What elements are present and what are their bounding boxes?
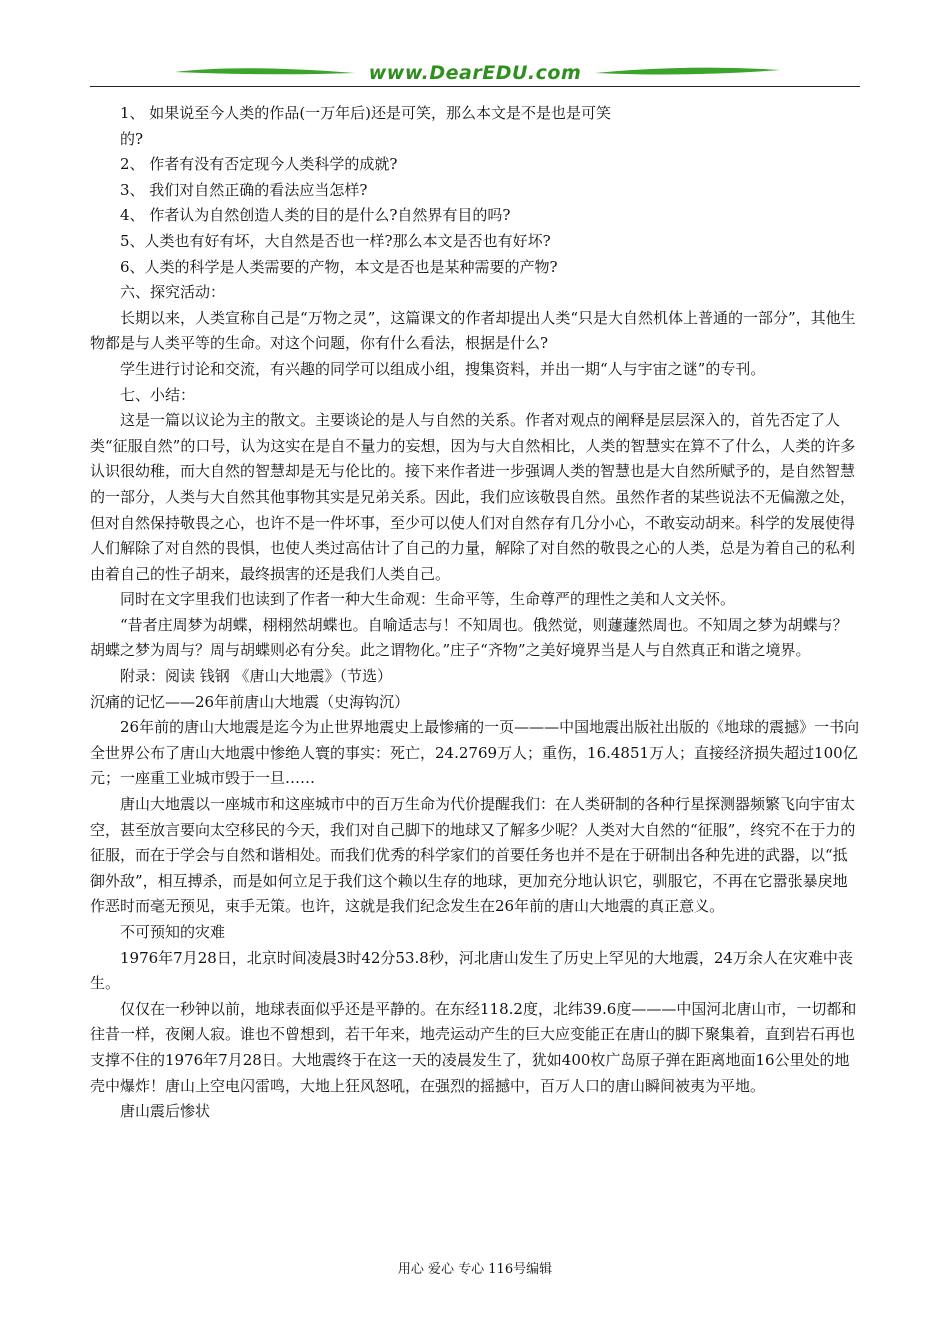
appendix-subtitle: 沉痛的记忆——26年前唐山大地震（史海钩沉） [90, 692, 410, 711]
question-4: 4、 作者认为自然创造人类的目的是什么?自然界有目的吗? [120, 206, 511, 225]
page-footer: 用心 爱心 专心 116号编辑 [397, 1262, 553, 1277]
appendix-paragraph-1: 26年前的唐山大地震是迄今为止世界地震史上最惨痛的一页———中国地震出版社出版的《地球的震撼》一书向全世界公布了唐山大地震中惨绝人寰的事实：死亡，24.2769万人；重伤，16.4851万人；直接经济损失超过100亿元；一座重工业城市毁于一旦…… [90, 718, 860, 788]
appendix-paragraph-2: 唐山大地震以一座城市和这座城市中的百万生命为代价提醒我们：在人类研制的各种行星探测器频繁飞向宇宙太空，甚至放言要向太空移民的今天，我们对自己脚下的地球又了解多少呢？人类对大自然的“征服”，终究不在于力的征服，而在于学会与自然和谐相处。而我们优秀的科学家们的首要任务也并不是在于研制出各种先进的武器，以“抵御外敌”，相互搏杀，而是如何立足于我们这个赖以生存的地球，更加充分地认识它，驯服它，不再在它嚣张暴戾地作恶时而毫无预见，束手无策。也许，这就是我们纪念发生在26年前的唐山大地震的真正意义。 [90, 795, 856, 916]
section-7-paragraph-3: “昔者庄周梦为胡蝶，栩栩然胡蝶也。自喻适志与！不知周也。俄然觉，则蘧蘧然周也。不知周之梦为胡蝶与？胡蝶之梦为周与？周与胡蝶则必有分矣。此之谓物化。”庄子“齐物”之美好境界当是人与自然真正和谐之境界。 [90, 615, 848, 660]
section-6-paragraph-1: 长期以来，人类宣称自己是“万物之灵”，这篇课文的作者却提出人类“只是大自然机体上普通的一部分”，其他生物都是与人类平等的生命。对这个问题，你有什么看法，根据是什么? [90, 308, 856, 353]
question-5: 5、人类也有好有坏，大自然是否也一样?那么本文是否也有好坏? [120, 231, 551, 250]
section-6-paragraph-2: 学生进行讨论和交流，有兴趣的同学可以组成小组，搜集资料，并出一期“人与宇宙之谜”的专刊。 [120, 359, 766, 378]
question-3: 3、 我们对自然正确的看法应当怎样? [120, 180, 368, 199]
question-1-continued: 的? [120, 129, 144, 148]
section-7-paragraph-2: 同时在文字里我们也读到了作者一种大生命观：生命平等，生命尊严的理性之美和人文关怀。 [120, 590, 736, 609]
section-7-heading: 七、小结： [120, 385, 196, 404]
question-1: 1、 如果说至今人类的作品(一万年后)还是可笑，那么本文是不是也是可笑 [120, 104, 612, 122]
appendix-heading-3: 唐山震后惨状 [120, 1102, 211, 1121]
appendix-paragraph-3: 1976年7月28日，北京时间凌晨3时42分53.8秒，河北唐山发生了历史上罕见的大地震，24万余人在灾难中丧生。 [90, 948, 853, 993]
header-rule [90, 86, 860, 87]
appendix-title: 附录：阅读 钱钢 《唐山大地震》（节选） [120, 667, 393, 686]
appendix-heading-2: 不可预知的灾难 [120, 923, 226, 941]
section-7-paragraph-1: 这是一篇以议论为主的散文。主要谈论的是人与自然的关系。作者对观点的阐释是层层深入的，首先否定了人类“征服自然”的口号，认为这实在是自不量力的妄想，因为与大自然相比，人类的智慧实在算不了什么，人类的许多认识很幼稚，而大自然的智慧却是无与伦比的。接下来作者进一步强调人类的智慧也是大自然所赋予的，是自然智慧的一部分，人类与大自然其他事物其实是兄弟关系。因此，我们应该敬畏自然。虽然作者的某些说法不无偏激之处，但对自然保持敬畏之心，也许不是一件坏事，至少可以使人们对自然存有几分小心，不敢妄动胡来。科学的发展使得人们解除了对自然的畏惧，也使人类过高估计了自己的力量，解除了对自然的敬畏之心的人类，总是为着自己的私利由着自己的性子胡来，最终损害的还是我们人类自己。 [90, 411, 856, 583]
section-6-heading: 六、探究活动： [120, 283, 226, 302]
document-body [90, 101, 860, 1125]
question-2: 2、 作者有没有否定现今人类科学的成就? [120, 155, 398, 174]
site-logo-text: www.DearEDU.com [368, 62, 582, 84]
appendix-paragraph-4: 仅仅在一秒钟以前，地球表面似乎还是平静的。在东经118.2度，北纬39.6度———中国河北唐山市，一切都和往昔一样，夜阑人寂。谁也不曾想到，若干年来，地壳运动产生的巨大应变能正在唐山的脚下聚集着，直到岩石再也支撑不住的1976年7月28日。大地震终于在这一天的凌晨发生了，犹如400枚广岛原子弹在距离地面16公里处的地壳中爆炸！唐山上空电闪雷鸣，大地上狂风怒吼，在强烈的摇撼中，百万人口的唐山瞬间被夷为平地。 [90, 999, 857, 1095]
question-6: 6、人类的科学是人类需要的产物，本文是否也是某种需要的产物? [120, 257, 558, 276]
